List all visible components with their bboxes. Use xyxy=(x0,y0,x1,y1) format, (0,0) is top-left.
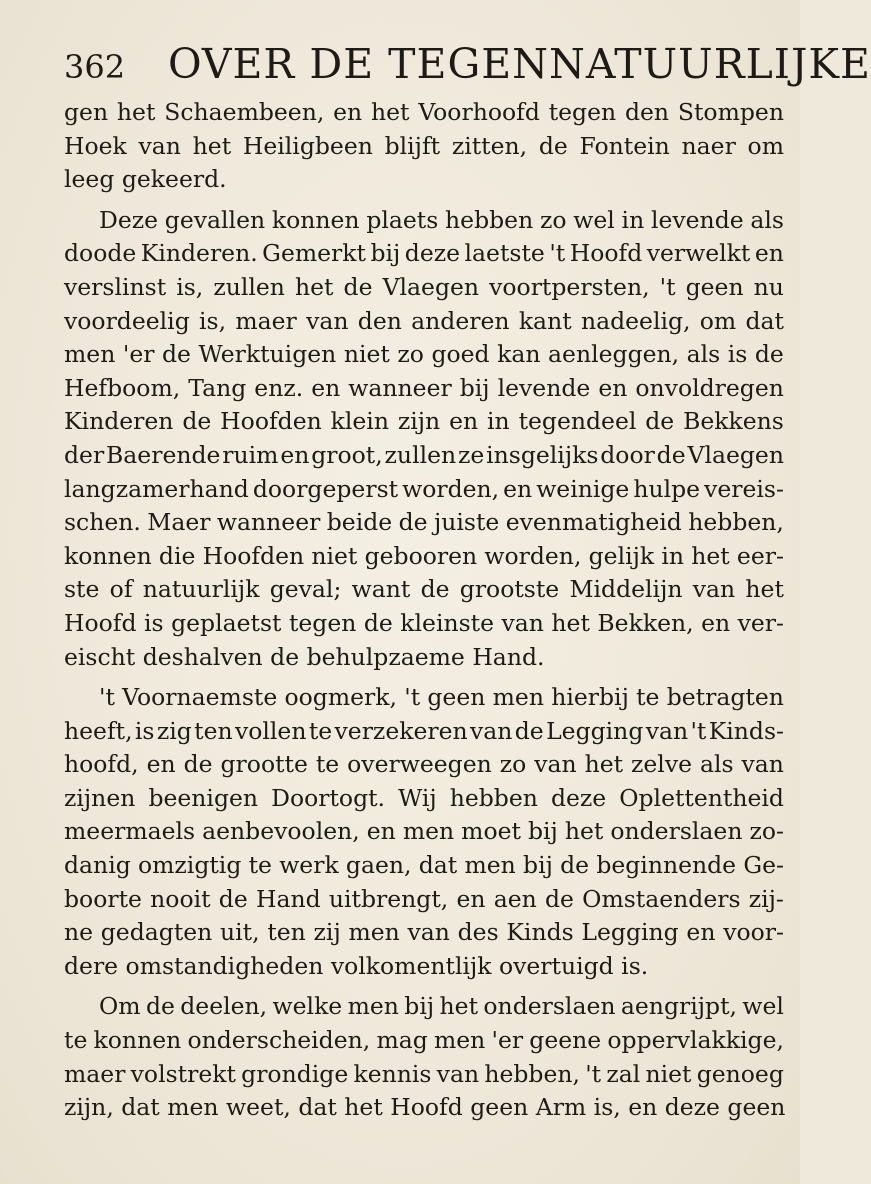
text-line: men 'er de Werktuigen niet zo goed kan aenleggen, als is de xyxy=(64,340,784,369)
text-line: doode Kinderen. Gemerkt bij deze laetste 't Hoofd verwelkt en xyxy=(64,239,784,268)
text-line: Om de deelen, welke men bij het onderslaen aengrijpt, wel xyxy=(99,992,784,1021)
paragraph xyxy=(64,96,784,197)
paragraph xyxy=(64,204,784,674)
text-line: langzamerhand doorgeperst worden, en weinige hulpe vereis- xyxy=(64,474,784,503)
page-number: 362 xyxy=(64,48,126,86)
text-line: gen het Schaembeen, en het Voorhoofd tegen den Stompen xyxy=(64,98,784,126)
text-line: boorte nooit de Hand uitbrengt, en aen de Omstaenders zij- xyxy=(64,884,784,913)
text-line: ste of natuurlijk geval; want de grootste Middelijn van het xyxy=(64,575,784,604)
text-line: leeg gekeerd. xyxy=(64,165,227,194)
text-line: te konnen onderscheiden, mag men 'er geene oppervlakkige, xyxy=(64,1026,784,1055)
text-line: schen. Maer wanneer beide de juiste evenmatigheid hebben, xyxy=(64,508,784,537)
text-line: meermaels aenbevoolen, en men moet bij het onderslaen zo- xyxy=(64,817,784,846)
text-line: dere omstandigheden volkomentlijk overtuigd is. xyxy=(64,951,649,980)
text-line: zijn, dat men weet, dat het Hoofd geen Arm is, en deze geen xyxy=(64,1093,786,1122)
text-line: konnen die Hoofden niet gebooren worden, gelijk in het eer- xyxy=(64,541,784,570)
text-line: Hoek van het Heiligbeen blijft zitten, de Fontein naer om xyxy=(64,131,784,160)
paragraph xyxy=(64,990,784,1124)
text-line: der Baerende ruim en groot, zullen ze insgelijks door de Vlaegen xyxy=(64,440,784,469)
text-line: zijnen beenigen Doortogt. Wij hebben deze Oplettentheid xyxy=(64,783,784,812)
text-line: Deze gevallen konnen plaets hebben zo wel in levende als xyxy=(99,205,784,234)
body-text xyxy=(64,96,784,1125)
text-line: Kinderen de Hoofden klein zijn en in tegendeel de Bekkens xyxy=(64,407,784,436)
text-line: hoofd, en de grootte te overweegen zo van het zelve als van xyxy=(64,750,784,779)
running-title: OVER DE TEGENNATUURLIJKE xyxy=(168,40,871,88)
text-line: ne gedagten uit, ten zij men van des Kinds Legging en voor- xyxy=(64,918,784,947)
running-head xyxy=(64,40,871,90)
text-line: eischt deshalven de behulpzaeme Hand. xyxy=(64,642,545,671)
text-line: voordeelig is, maer van den anderen kant nadeelig, om dat xyxy=(64,306,784,335)
text-line: Hoofd is geplaetst tegen de kleinste van het Bekken, en ver- xyxy=(64,608,784,637)
paragraph xyxy=(64,681,784,983)
text-line: heeft, is zig ten vollen te verzekeren van de Legging van 't Kinds- xyxy=(64,716,784,745)
text-line: 't Voornaemste oogmerk, 't geen men hierbij te betragten xyxy=(99,683,784,712)
text-line: maer volstrekt grondige kennis van hebben, 't zal niet genoeg xyxy=(64,1059,784,1088)
text-line: verslinst is, zullen het de Vlaegen voortpersten, 't geen nu xyxy=(64,272,784,301)
text-line: danig omzigtig te werk gaen, dat men bij de beginnende Ge- xyxy=(64,851,784,880)
text-line: Hefboom, Tang enz. en wanneer bij levende en onvoldregen xyxy=(64,373,784,402)
